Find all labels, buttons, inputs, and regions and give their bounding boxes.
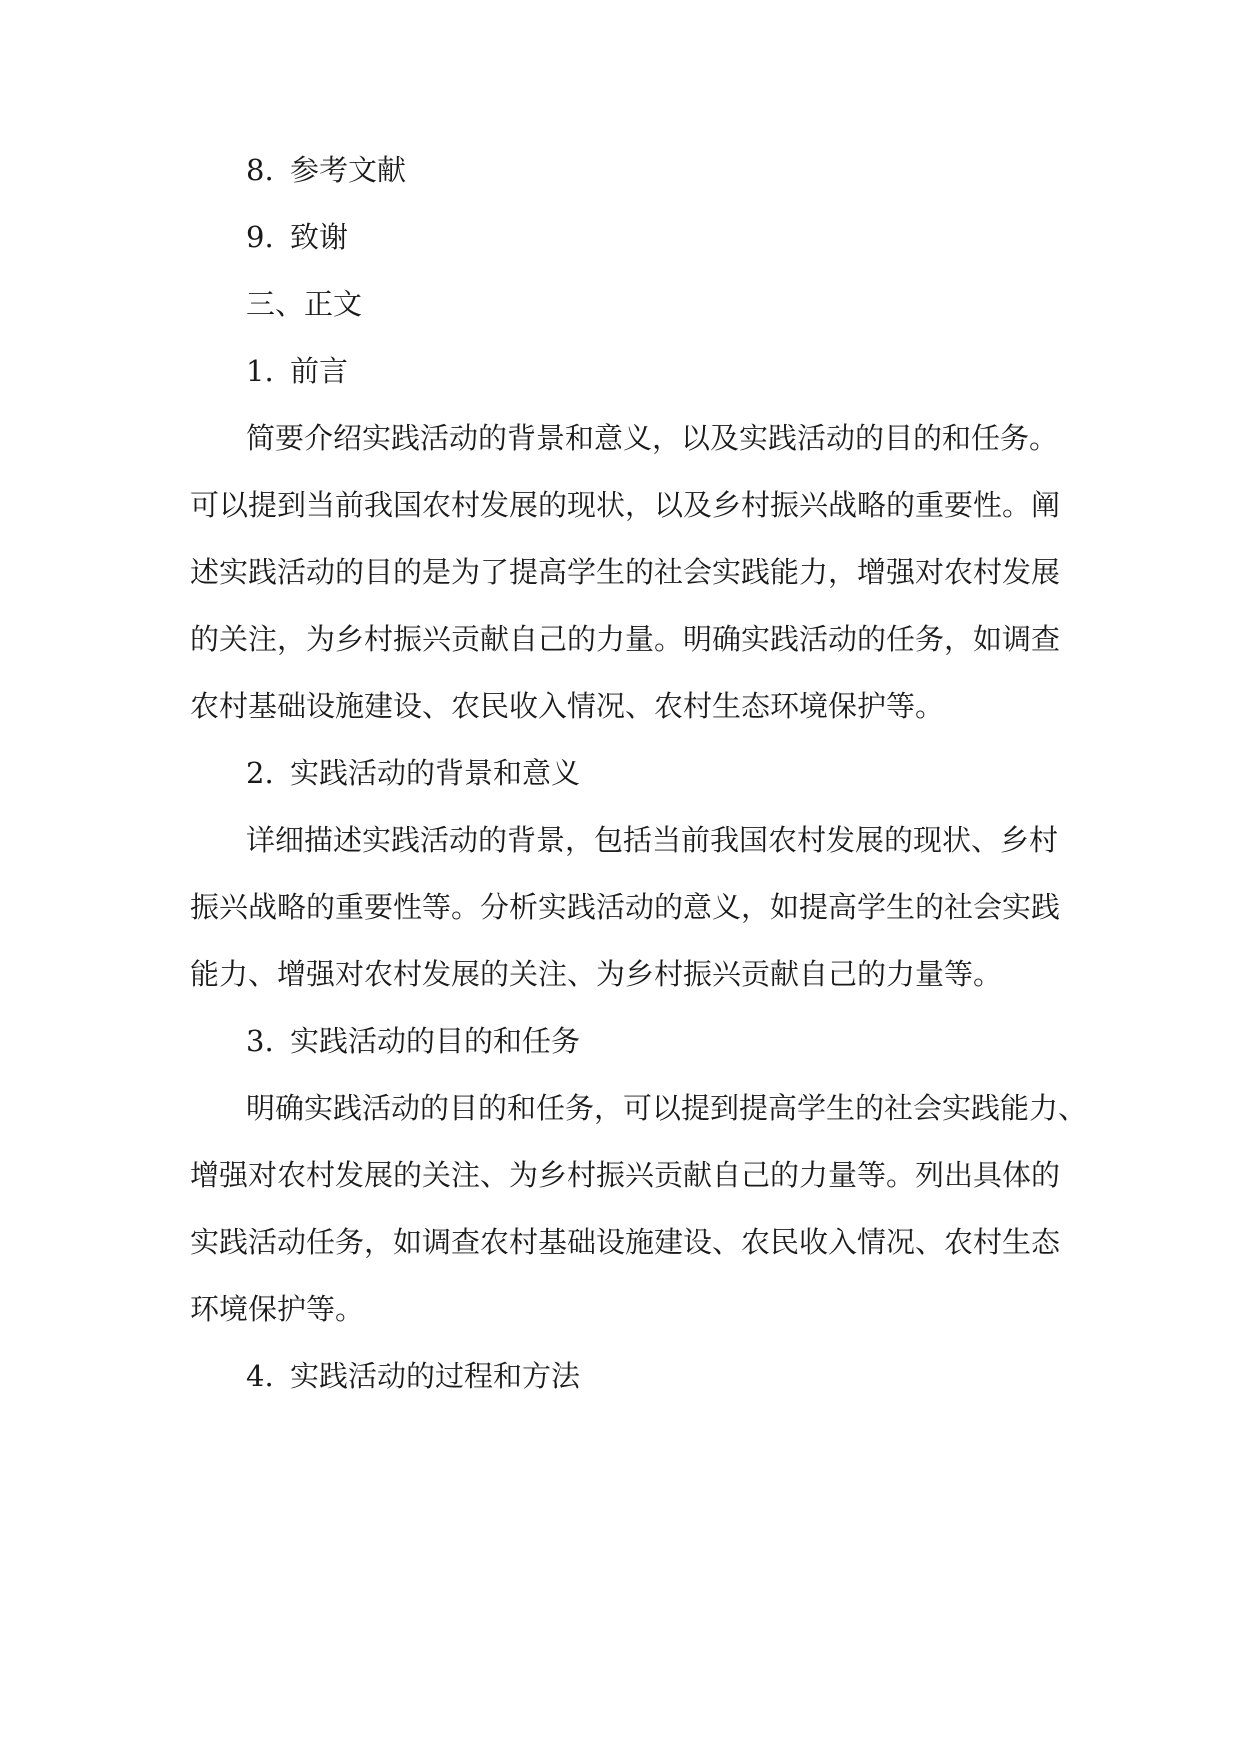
item-text: 参考文献	[290, 153, 407, 187]
paragraph-3-line-3: 实践活动任务，如调查农村基础设施建设、农民收入情况、农村生态	[190, 1225, 1061, 1259]
subsection-heading-2	[246, 755, 580, 791]
section-heading: 三、正文	[246, 287, 363, 321]
paragraph-1-line-5: 农村基础设施建设、农民收入情况、农村生态环境保护等。	[190, 689, 945, 723]
toc-item-acknowledgements	[246, 219, 348, 255]
heading-number: 2.	[246, 756, 274, 790]
subsection-heading-4	[246, 1358, 580, 1394]
heading-number: 4.	[246, 1359, 274, 1393]
paragraph-1-line-1: 简要介绍实践活动的背景和意义，以及实践活动的目的和任务。	[246, 421, 1059, 455]
subsection-heading-1	[246, 353, 348, 389]
paragraph-3-line-4: 环境保护等。	[190, 1292, 365, 1326]
heading-number: 1.	[246, 354, 274, 388]
toc-item-references	[246, 152, 406, 188]
paragraph-1-line-2: 可以提到当前我国农村发展的现状，以及乡村振兴战略的重要性。阐	[190, 488, 1061, 522]
paragraph-1-line-4: 的关注，为乡村振兴贡献自己的力量。明确实践活动的任务，如调查	[190, 622, 1061, 656]
heading-title: 实践活动的过程和方法	[290, 1359, 581, 1393]
item-text: 致谢	[290, 220, 349, 254]
paragraph-3-line-1: 明确实践活动的目的和任务，可以提到提高学生的社会实践能力、	[246, 1091, 1088, 1125]
heading-title: 实践活动的目的和任务	[290, 1024, 581, 1058]
item-number: 9.	[246, 220, 274, 254]
paragraph-3-line-2: 增强对农村发展的关注、为乡村振兴贡献自己的力量等。列出具体的	[190, 1158, 1061, 1192]
paragraph-2-line-2: 振兴战略的重要性等。分析实践活动的意义，如提高学生的社会实践	[190, 890, 1061, 924]
paragraph-2-line-1: 详细描述实践活动的背景，包括当前我国农村发展的现状、乡村	[246, 823, 1059, 857]
subsection-heading-3	[246, 1023, 580, 1059]
paragraph-2-line-3: 能力、增强对农村发展的关注、为乡村振兴贡献自己的力量等。	[190, 957, 1003, 991]
item-number: 8.	[246, 153, 274, 187]
heading-number: 3.	[246, 1024, 274, 1058]
paragraph-1-line-3: 述实践活动的目的是为了提高学生的社会实践能力，增强对农村发展	[190, 555, 1061, 589]
heading-title: 前言	[290, 354, 349, 388]
heading-title: 实践活动的背景和意义	[290, 756, 581, 790]
